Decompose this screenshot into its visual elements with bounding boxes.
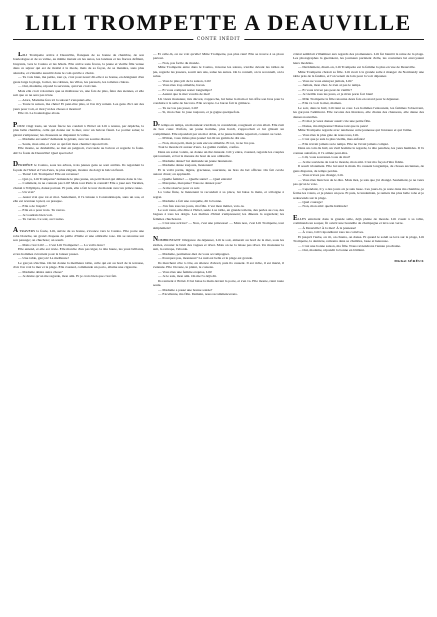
paragraph <box>293 146 424 155</box>
paragraph-text: — Elle n'avait jamais su le temps. Elle ne l'avait jamais compté. <box>298 141 389 146</box>
paragraph-text: — Qui ça, Lili Trompette? demande le plus jeune, un petit blond qui débute dans la vie. <box>18 176 143 181</box>
paragraph-text: — J'en fais tous les jours, ma fille. C'est mon métier, vois-tu. <box>158 203 245 208</box>
paragraph-text: LLES entrèrent dans la grande salle, déjà pleine de monde. Lili s'assit à sa table, commanda un souper, fit ouvrir une bouteille de champagne et leva son verre. <box>293 216 424 226</box>
paragraph-text: — Oui, madame, répond la servante, qui n'en croit rien. <box>18 84 97 89</box>
paragraph-text: Le soir, dans le hall, Lili tient sa cour. Les hommes l'entourent, les femmes l'observent, les garçons l'admirent. Elle raconte des histoires, elle chante des chansons, elle danse des danses nouvelles. <box>293 105 424 119</box>
paragraph-text: — Tiens! Lili Trompette! Elle est revenue! <box>18 172 79 177</box>
paragraph-text: cristal semblait s'illuminer aux regards des promeneurs. Lili fut bientôt la reine de la plage. Les photographes la guettaient, les journaux parlaient d'elle, les couturiers lui envoyaient leurs modèles. <box>293 52 424 65</box>
paragraph-text: — Comment, tu ne connais pas Lili? Mais tout Paris la connaît! Elle a joué aux Variétés, chanté à l'Olympia, dansé partout. Et puis, elle a fait le tour du monde avec un prince russe. <box>13 181 144 190</box>
paragraph <box>293 52 424 65</box>
paragraph <box>153 168 284 177</box>
paragraph-text: Il sourit tristement. Elle lui tend la main. Ils causent longtemps, de choses anciennes, de gens disparus, de temps perdus. <box>293 164 424 173</box>
paragraph-text: Dans un salon voisin, on donne un thé dansant. Lili y entre, s'assied, regarde les couples qui tournent, et bat la mesure du bout de son ombrelle. <box>153 149 284 159</box>
drop-cap: L <box>18 52 23 58</box>
paragraph <box>13 181 144 190</box>
paragraph-text: — Tu ne vas pas jouer, Lili? <box>158 105 199 110</box>
paragraph-text: — Je voudrais bien voir. <box>18 212 53 217</box>
paragraph-text: — Et moi je veux danser aussi! crie une petite fille. <box>298 119 371 124</box>
article-columns <box>13 52 424 617</box>
paragraph-text: — Elle a de l'esprit? <box>18 203 47 208</box>
paragraph-text: — Mais c'est Lili! — C'est Lili Trompette! — La voilà donc! <box>18 242 105 247</box>
paragraph-text: Mme Trompette entre dans le Casino, traverse les salons, s'arrête devant les tables de jeu, regarde les joueurs, sourit aux uns, salue les autres. On la connaît, on la reconnaît, on la salue. <box>153 65 284 79</box>
paragraph-text: — Marquise, marquise! Vous ne dansez pas? <box>158 181 222 186</box>
paragraph <box>153 261 284 270</box>
paragraph-text: — Vous êtes une femme exquise, Lili! <box>158 269 213 274</box>
paragraph-text: — À Deauville! À la mer! À la jeunesse! <box>298 225 357 230</box>
paragraph-text: — Vous êtes trop aimable, baron. <box>158 83 206 88</box>
paragraph-text: — Décidément, disait-on, Lili Trompette est la femme la plus en vue de Deauville. <box>298 65 416 70</box>
paragraph <box>13 162 144 172</box>
paragraph-text: — Je désire qu'on me regarde, mon ami. Et je crois bien que c'est fait. <box>18 274 118 279</box>
page-title: LILI TROMPETTE A DEAUVILLE <box>25 10 412 35</box>
paragraph-text: La valse finie, le lieutenant la reconduit à sa place, lui baise la main, et s'éloigne à regret. <box>153 190 284 199</box>
paragraph-text: — Mlle Trompette la fille retourna deux fois en retard pour le déjeuner. <box>298 96 400 101</box>
paragraph-text: — À vous, Lili! répondirent tous les convives. <box>298 230 364 235</box>
paragraph <box>293 213 424 226</box>
paragraph <box>293 106 424 119</box>
paragraph-text: — Madame a passé une bonne soirée? <box>158 287 213 292</box>
paragraph <box>13 274 144 278</box>
paragraph-text: — Vous le plus joli de la saison, Lili! <box>158 78 211 83</box>
paragraph-text: OUR vingt louis, un vieux fiacre les conduit à l'hôtel où Lili a retenu, par dépêche, la plus belle chambre, celle qui donne sur la mer, avec un balcon fleuri. Le portier salue; le gérant s'empresse; les chasseurs se disputent la valise. <box>13 123 144 137</box>
paragraph <box>13 52 144 75</box>
paragraph-text: — Lili, vous souvenez-vous de moi? <box>298 155 351 160</box>
paragraph-text: — Elle en a pour trois. Tu verras. <box>18 208 66 213</box>
paragraph-text: Mme Trompette regarde avec tendresse cette jeunesse qui l'entoure et qui l'aime. <box>298 128 413 133</box>
drop-cap: E <box>293 213 298 222</box>
paragraph <box>293 248 424 252</box>
paragraph <box>293 178 424 187</box>
paragraph-text: — Et vous n'avez pas peur de vieillir? <box>298 87 352 92</box>
paragraph-text: Mme Trompette choisit sa fille. Lili avait à la grande salle à manger du Normandy une table près de la fenêtre, et l'on venait de loin pour la voir déjeuner. <box>293 69 424 79</box>
byline: CONTE INÉDIT <box>193 37 244 42</box>
paragraph-text: Elle rit. Le bouledogue aboie. <box>18 111 61 116</box>
paragraph <box>13 261 144 270</box>
paragraph-text: Dans un coin du hall, un vieil homme la regarde, la tête penchée, les yeux humides. Il l'a connue autrefois, il l'a aimée peut-être. <box>293 146 424 155</box>
paragraph <box>153 97 284 106</box>
paragraph-text: — Quelle femme! — Quelle santé! — Quel entrain! <box>158 176 233 181</box>
paragraph-text: — Je le sais, mon ami. On me l'a déjà dit. <box>158 274 218 279</box>
byline-row <box>13 37 424 49</box>
paragraph <box>13 146 144 155</box>
paragraph-text: Tout le monde rit autour d'eux. Le gamin s'enfuit, confus. <box>158 145 240 150</box>
paragraph-text: E temps en temps, un monsieur s'arrêtait, la considérait, rougissait et s'en allait. Elle riait de bon cœur. Parfois, un jeune homme, plus hardi, s'approchait et lui glissait un compliment. Elle répondait par un mot drôle, et le jeune homme repartait, content ou vexé. <box>153 122 284 136</box>
paragraph <box>293 70 424 79</box>
paragraph <box>153 150 284 159</box>
paragraph-text: — Madame, permettez-moi de vous accompagner. <box>158 251 230 256</box>
paragraph-text: — Danse, ma mignonne! Danse tant que tu peux! <box>298 123 369 128</box>
paragraph-text: — Oui, madame, répondit la bonne en bâillant. <box>298 248 365 253</box>
paragraph <box>293 187 424 200</box>
column-2 <box>153 52 284 617</box>
paragraph <box>13 195 144 204</box>
paragraph-text: TRAVERS la foule, Lili, suivie de sa bonne, s'avance vers le Casino. Elle porte une robe blanche, un grand chapeau de paille d'Italie et une ombrelle rose. On se retourne sur son passage; on chuchote; on sourit. <box>13 229 144 243</box>
paragraph-text: Ils marchent côte à côte, en silence d'abord, puis ils causent. Il est riche, il est marié, il s'ennuie. Elle l'écoute, le plaint, le console. <box>153 260 284 270</box>
paragraph-text: — Non, pas facile du monde. <box>158 60 200 65</box>
paragraph <box>153 208 284 221</box>
paragraph-text: — Non, mon petit, mais je suis encore aimable. Et toi, tu ne l'es pas. <box>158 140 255 145</box>
paragraph <box>13 247 144 256</box>
paragraph <box>153 279 284 288</box>
paragraph-text: — Quel courage! <box>298 199 323 204</box>
paragraph-text: — Tu vois bien, ma petite, tout ça, c'est pour nous! dit-elle à sa bonne, en désignant d'un geste large la plage, la mer, les cabines, les villas, les parasols, les toilettes claires. <box>13 75 144 84</box>
paragraph-text: Ils rentrent à l'hôtel. Il lui baise la main devant la porte, et s'en va. Elle monte, riant toute seule. <box>153 278 284 288</box>
paragraph-text: — Vous ne vous ennuyez jamais, Lili? <box>298 78 353 83</box>
paragraph-text: — Une table, garçon! La meilleure! <box>18 256 69 261</box>
paragraph-text: — Vous n'avez pas changé, Lili. <box>298 173 344 178</box>
paragraph-text: — Je vieillis tous les jours, et je m'en porte fort bien! <box>298 92 374 97</box>
paragraph-text: Elle monte, se déshabille, se met en peignoir, s'accoude au balcon et regarde la foule. Ah! la foule de Deauville! Quel spectacle! <box>13 146 144 155</box>
paragraph-text: Elle entend, et elle est ravie. Elle marche d'un pas léger, la tête haute, les yeux brillants, et les hommes s'écartent pour la laisser passer. <box>13 247 144 256</box>
paragraph-text: — Vous êtes bien bon de le dire. Mais moi, je sais que j'ai changé. Seulement, je ne veux pas qu'on le voie. <box>293 177 424 187</box>
paragraph <box>153 292 284 296</box>
paragraph-text: — Un vrai? <box>18 190 35 195</box>
paragraph <box>153 190 284 199</box>
paragraph-text: — Excellente, ma fille. Demain, nous recommencerons. <box>158 292 238 297</box>
paragraph-text: — Jamais, mon cher. Je n'en ai pas le temps. <box>298 83 362 88</box>
paragraph <box>13 111 144 115</box>
paragraph-text: — Madame désire autre chose? <box>18 269 63 274</box>
paragraph-text: Mais elle croit volontiers que sa maîtresse va, une fois de plus, faire des siennes, et elle sait que ce ne sera pas triste. <box>13 88 144 98</box>
paragraph-text: ERRIÈRE le Casino, sous les arbres, trois jeunes gens se sont arrêtés. Ils regardent la façade de l'hôtel et l'un d'eux, le plus élégant, montre du doigt le balcon fleuri. <box>13 163 144 172</box>
paragraph <box>13 217 144 221</box>
paragraph <box>153 221 284 230</box>
paragraph-text: — Pourquoi pas, monsieur? La nuit est belle et la plage est grande. <box>158 256 253 261</box>
paragraph <box>153 119 284 136</box>
paragraph <box>13 120 144 137</box>
paragraph <box>293 204 424 208</box>
paragraph-text: — Seule, mon ami, et c'est ce qui fait mon charme! répond Lili. <box>18 141 109 146</box>
paragraph-text: OMBRISTANT l'élégance du déjeuner, Lili le soir, aimerait au bord de la mer, sous les étoiles, écouter le bruit des vagues et rêver. Mais on ne la laisse pas rêver. Un monsieur la suit, la rattrape, l'aborde. <box>153 238 284 252</box>
paragraph <box>153 237 284 251</box>
paragraph-text: — Et celle-là, on ne voit qu'elle! Mme Trompette, pas plus rien! Elle se trouve à sa place partout. <box>153 52 284 61</box>
paragraph <box>153 110 284 114</box>
column-3 <box>293 52 424 617</box>
paragraph <box>153 52 284 61</box>
paragraph <box>293 164 424 173</box>
drop-cap: P <box>13 120 18 129</box>
paragraph-text: — Alors, Madame fera ici la saison? s'enquiert-elle. <box>18 97 92 102</box>
paragraph-text: — Et vous comptez rester longtemps? <box>158 87 213 92</box>
drop-cap: A <box>13 226 19 235</box>
column-1 <box>13 52 144 617</box>
paragraph-text: — Madame a fait une conquête, dit la bonne. <box>158 199 223 204</box>
drop-cap: D <box>153 119 159 128</box>
paragraph <box>13 228 144 242</box>
paragraph-text: Un vieux monsieur, très décoré, s'approche, lui baise la main et lui offre son bras pour la conduire à la salle de baccara. Elle accepte. Le baron fait la grimace. <box>153 96 284 106</box>
paragraph-text: — Tu verras. Ce soir, au Casino. <box>18 216 65 221</box>
paragraph-text: — Elle va voir la mer, maman. <box>298 101 342 106</box>
header <box>13 10 424 49</box>
paragraph-text: — Cependant, il y a des jours où je suis lasse. Ces jours-là, je reste dans ma chambre, je ferme les volets, et je pleure un peu. Et puis, le lendemain, je remets ma plus belle robe et je redescends sur la plage. <box>293 186 424 200</box>
author-signature: Michel SÉRÉUX <box>394 258 424 263</box>
paragraph-text: — Madame danse toujours, lieutenant! <box>158 163 214 168</box>
paragraph-text: Et jusqu'à l'aube, on rit, on chanta, on dansa. Et quand le soleil se leva sur la plage, Lili Trompette, la dernière, remonta dans sa chambre, lasse et heureuse. <box>293 234 424 244</box>
paragraph-text: — Si, mon cher. Je joue toujours, et je gagne quelquefois. <box>158 110 240 115</box>
paragraph <box>13 89 144 98</box>
paragraph-text: — Je me souviens de tout le monde, mon ami. C'est ma façon d'être fidèle. <box>298 159 404 164</box>
paragraph-text: — C'est que je suis la plus vieille, mes enfants! <box>298 137 366 142</box>
paragraph-text: ILI Trompette arrive à Deauville, flanquée de sa bonne de chambre, de son bouledogue et de sa valise, au même instant où les autos, les landaus et les fiacres défilent, bruyants, vers le Casino et les hôtels. Elle arrive sans fracas, la jeune et vieille fille venue dans ce séjour qui est de moitié à la mode, mais de sa façon, de sa manière, sans plus attendre, et s'installe aussitôt dans le coin qu'elle a choisi. <box>13 53 144 75</box>
paragraph-text: Et la voilà partie, légère, gracieuse, souriante, au bras du bel officier. On fait cercle autour d'eux; on applaudit. <box>153 167 284 177</box>
paragraph-text: — M'man, vous n'êtes plus jeune! lui dit un gamin de dix ans. <box>158 136 246 141</box>
paragraph <box>153 65 284 78</box>
paragraph <box>13 75 144 84</box>
paragraph-text: — Aussi vrai que toi et moi. Seulement, il l'a laissée à Constantinople, sans un sou, et elle est revenue à pied, ou presque. <box>13 194 144 204</box>
paragraph-text: — Je me réserve pour ce soir. <box>158 185 201 190</box>
paragraph-text: — Toute la saison, ma chère! Et peut-être plus, si l'on m'y retient. Les gens d'ici ont des yeux pour voir, et moi j'ai des choses à montrer! <box>13 102 144 111</box>
paragraph-text: Le garçon s'incline. On lui donne la meilleure table, celle qui est au bord de la terrasse, d'où l'on voit la mer et la plage. Elle s'assied, commande un porto, allume une cigarette. <box>13 260 144 270</box>
paragraph-text: — C'est une bonne saison, ma fille. Nous reviendrons l'année prochaine. <box>298 243 401 248</box>
paragraph-text: — Non, mon ami: quelle habitude! <box>298 204 348 209</box>
paragraph-text: — Madame danse? lui demande un jeune lieutenant. <box>158 158 233 163</box>
paragraph-text: — C'est une actrice? — Non, c'est une princesse! — Mais non, c'est Lili Trompette, tout simplement! <box>153 221 284 230</box>
paragraph-text: — Vous êtes la plus gaie de nous tous, Lili. <box>298 132 360 137</box>
paragraph-text: — Autant que la mer voudra de moi! <box>158 92 211 97</box>
drop-cap: N <box>153 235 159 244</box>
paragraph-text: — Madame est seule? demande le gérant, avec un sourire discret. <box>18 137 111 142</box>
paragraph-text: Le soir venu, elle dîne à l'hôtel, seule à sa table, en grande toilette, des perles au cou, des bagues à tous les doigts. Les maîtres d'hôtel s'empressent; les dîneurs la regardent; les femmes chuchotent. <box>153 207 284 221</box>
paragraph <box>13 102 144 111</box>
drop-cap: D <box>13 160 19 169</box>
paragraph <box>293 235 424 244</box>
